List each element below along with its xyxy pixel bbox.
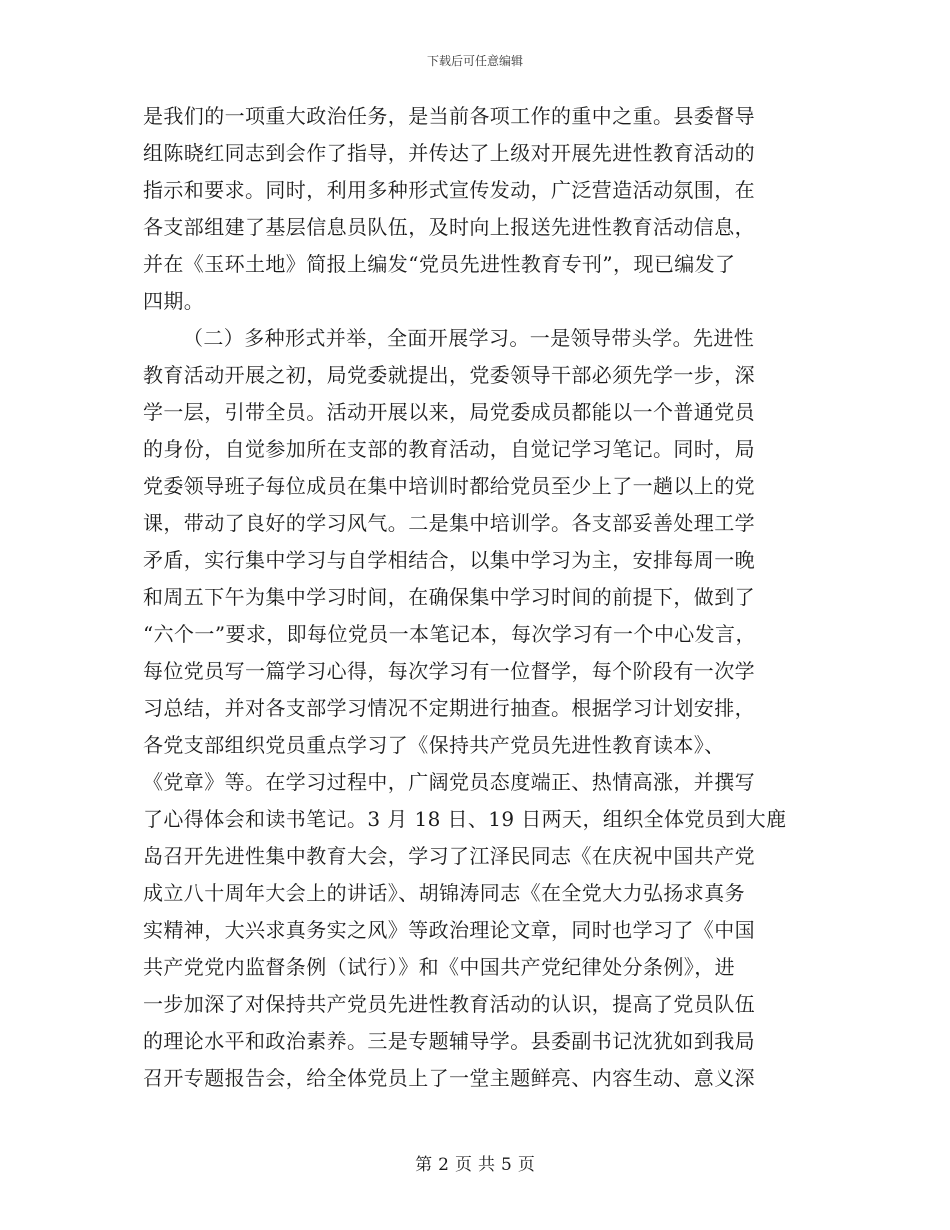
text-line: 指示和要求。同时，利用多种形式宣传发动，广泛营造活动氛围，在 [143,178,755,202]
paragraph [143,98,808,320]
text-line: 了心得体会和读书笔记。3 月 18 日、19 日两天，组织全体党员到大鹿 [143,807,787,831]
total-page-number: 5 [501,1155,512,1175]
text-line: 每位党员写一篇学习心得，每次学习有一位督学，每个阶段有一次学 [143,659,755,683]
text-line: 成立八十周年大会上的讲话》、胡锦涛同志《在全党大力弘扬求真务 [143,881,745,905]
text-line: 四期。 [143,289,205,313]
text-line: 实精神，大兴求真务实之风》等政治理论文章，同时也学习了《中国 [143,918,755,942]
text-line: 学一层，引带全员。活动开展以来，局党委成员都能以一个普通党员 [143,400,755,424]
text-line: 各支部组建了基层信息员队伍，及时向上报送先进性教育活动信息， [143,215,755,239]
paragraph [143,320,808,1097]
text-line: 矛盾，实行集中学习与自学相结合，以集中学习为主，安排每周一晚 [143,548,755,572]
text-line: 并在《玉环土地》简报上编发“党员先进性教育专刊”，现已编发了 [143,252,736,276]
text-line: 的身份，自觉参加所在支部的教育活动，自觉记学习笔记。同时，局 [143,437,755,461]
text-line: （二）多种形式并举，全面开展学习。一是领导带头学。先进性 [183,326,755,350]
text-line: “六个一”要求，即每位党员一本笔记本，每次学习有一个中心发言， [143,622,756,646]
text-line: 组陈晓红同志到会作了指导，并传达了上级对开展先进性教育活动的 [143,141,755,165]
text-line: 各党支部组织党员重点学习了《保持共产党员先进性教育读本》、 [143,733,725,757]
text-line: 共产党党内监督条例（试行）》和《中国共产党纪律处分条例》，进 [143,955,735,979]
text-line: 一步加深了对保持共产党员先进性教育活动的认识，提高了党员队伍 [143,992,755,1016]
text-line: 岛召开先进性集中教育大会，学习了江泽民同志《在庆祝中国共产党 [143,844,755,868]
text-line: 课，带动了良好的学习风气。二是集中培训学。各支部妥善处理工学 [143,511,755,535]
text-line: 《党章》等。在学习过程中，广阔党员态度端正、热情高涨，并撰写 [143,770,755,794]
footer-prefix: 第 [415,1155,433,1175]
page-header [0,53,950,69]
document-body [143,98,808,1097]
footer-page-word: 页 [455,1155,472,1175]
text-line: 的理论水平和政治素养。三是专题辅导学。县委副书记沈犹如到我局 [143,1029,755,1053]
footer-total-word: 共 [478,1155,495,1175]
text-line: 召开专题报告会，给全体党员上了一堂主题鲜亮、内容生动、意义深 [143,1066,755,1090]
header-text: 下载后可任意编辑 [426,54,523,68]
page-footer [0,1154,950,1176]
text-line: 教育活动开展之初，局党委就提出，党委领导干部必须先学一步，深 [143,363,755,387]
footer-suffix: 页 [517,1155,535,1175]
text-line: 习总结，并对各支部学习情况不定期进行抽查。根据学习计划安排， [143,696,755,720]
text-line: 和周五下午为集中学习时间，在确保集中学习时间的前提下，做到了 [143,585,755,609]
current-page-number: 2 [438,1155,449,1175]
text-line: 党委领导班子每位成员在集中培训时都给党员至少上了一趟以上的党 [143,474,755,498]
text-line: 是我们的一项重大政治任务，是当前各项工作的重中之重。县委督导 [143,104,755,128]
